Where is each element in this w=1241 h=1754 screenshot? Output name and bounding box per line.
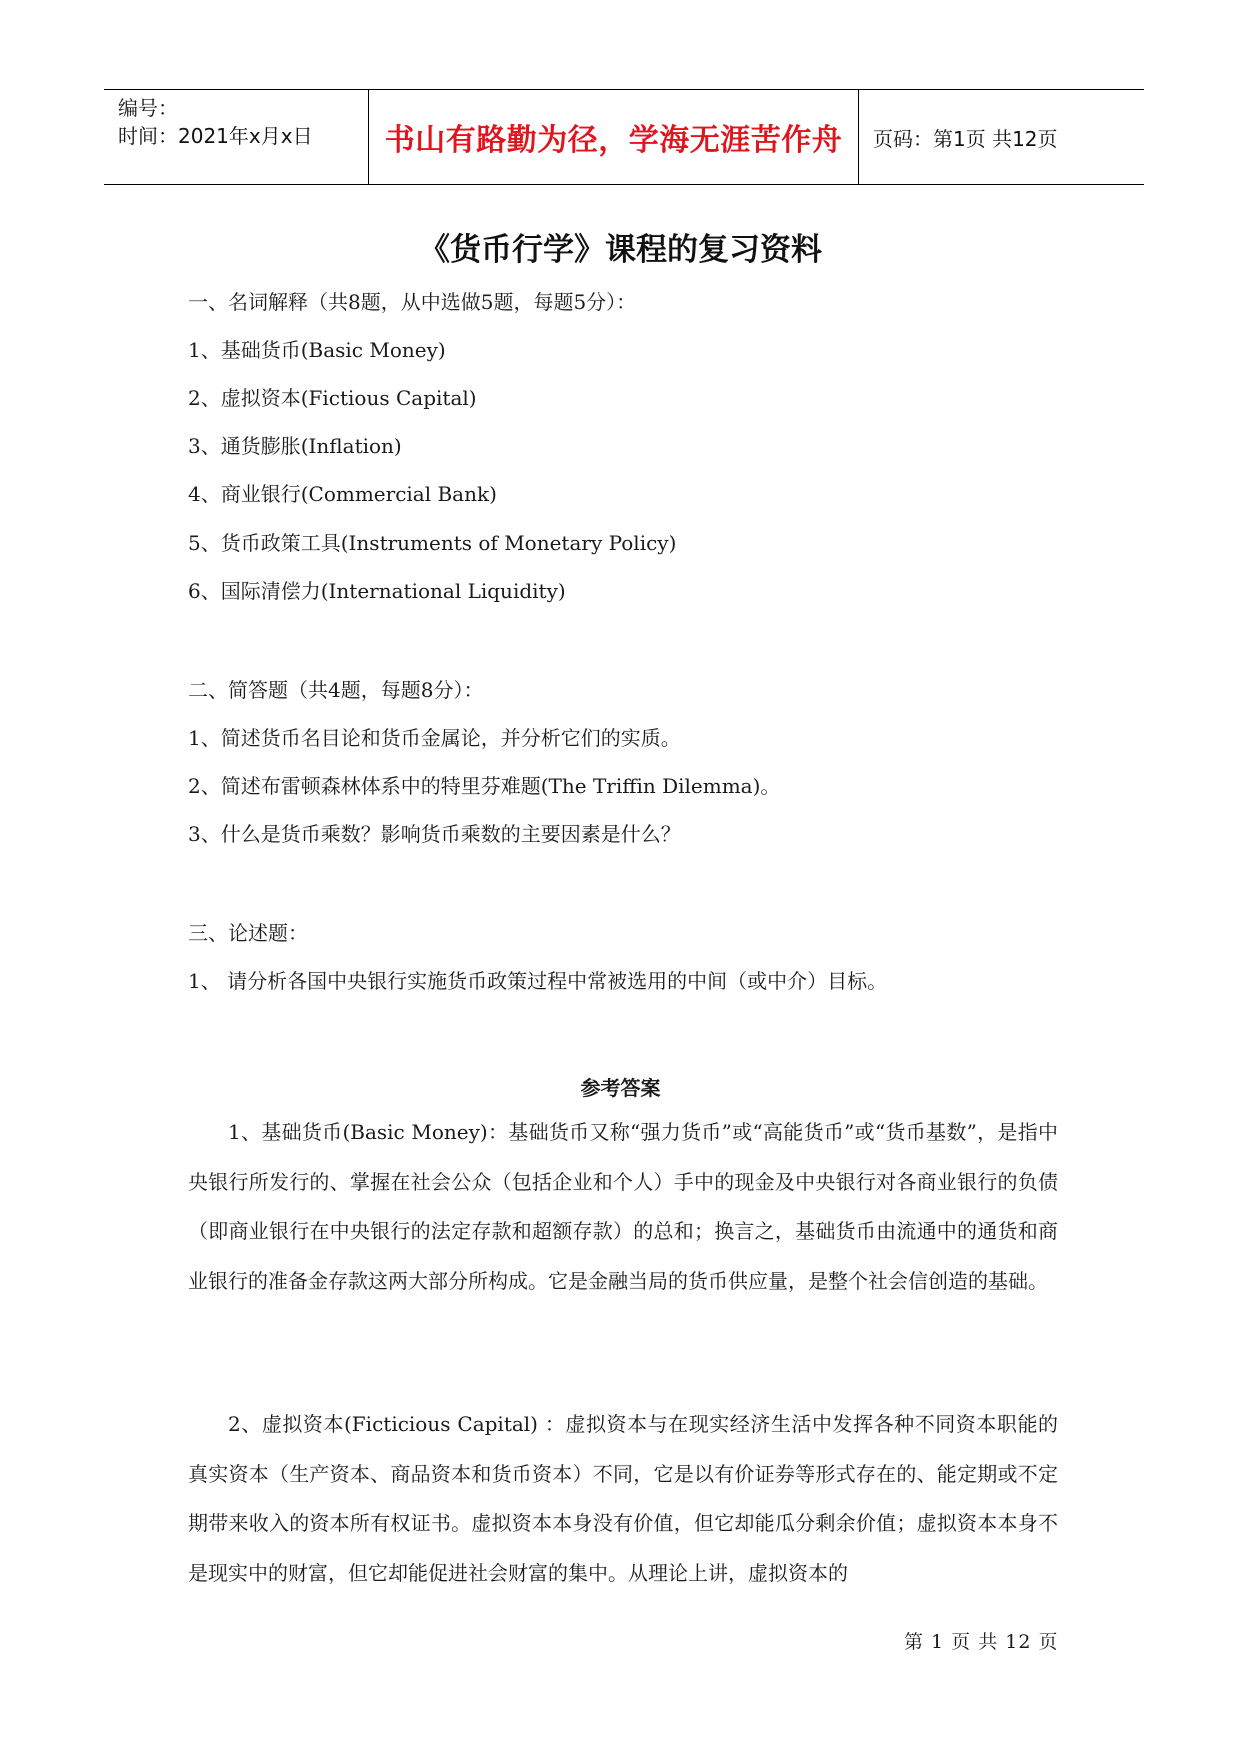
answer-paragraph-2: 2、虚拟资本(Ficticious Capital) ：虚拟资本与在现实经济生活中发挥各种不同资本职能的真实资本（生产资本、商品资本和货币资本）不同，它是以有价证券等形式存在的、能定期或不定期带来收入的资本所有权证书。虚拟资本本身没有价值，但它却能瓜分剩余价值；虚拟资本本身不是现实中的财富，但它却能促进社会财富的集中。从理论上讲，虚拟资本的 xyxy=(188,1412,1058,1585)
answers-heading: 参考答案 xyxy=(580,1076,661,1100)
list-item: 4、商业银行(Commercial Bank) xyxy=(188,482,497,506)
list-item: 3、什么是货币乘数？影响货币乘数的主要因素是什么？ xyxy=(188,822,681,846)
header-left-cell xyxy=(104,90,369,184)
list-item: 1、基础货币(Basic Money) xyxy=(188,338,446,362)
motto: 书山有路勤为径，学海无涯苦作舟 xyxy=(369,90,859,184)
list-item: 5、货币政策工具(Instruments of Monetary Policy) xyxy=(188,531,677,555)
document-title: 《货币行学》课程的复习资料 xyxy=(419,232,822,268)
page-header xyxy=(104,89,1144,185)
list-item: 1、简述货币名目论和货币金属论，并分析它们的实质。 xyxy=(188,726,681,750)
page-label: 页码：第1页 共12页 xyxy=(873,126,1058,151)
section3-heading: 三、论述题： xyxy=(188,921,308,945)
list-item: 2、简述布雷顿森林体系中的特里芬难题(The Triffin Dilemma)。 xyxy=(188,774,781,798)
list-item: 2、虚拟资本(Fictious Capital) xyxy=(188,386,477,410)
answer-paragraph-1: 1、基础货币(Basic Money)：基础货币又称“强力货币”或“高能货币”或“货币基数”，是指中央银行所发行的、掌握在社会公众（包括企业和个人）手中的现金及中央银行对各商业银行的负债（即商业银行在中央银行的法定存款和超额存款）的总和；换言之，基础货币由流通中的通货和商业银行的准备金存款这两大部分所构成。它是金融当局的货币供应量，是整个社会信创造的基础。 xyxy=(188,1120,1058,1293)
section2-heading: 二、简答题（共4题，每题8分）： xyxy=(188,678,484,702)
page-footer: 第 1 页 共 12 页 xyxy=(904,1631,1059,1653)
time-label: 时间：2021年x月x日 xyxy=(118,124,313,148)
list-item: 6、国际清偿力(International Liquidity) xyxy=(188,579,566,603)
section1-heading: 一、名词解释（共8题，从中选做5题，每题5分）： xyxy=(188,290,637,314)
number-label: 编号： xyxy=(118,96,178,120)
list-item: 1、 请分析各国中央银行实施货币政策过程中常被选用的中间（或中介）目标。 xyxy=(188,969,888,993)
list-item: 3、通货膨胀(Inflation) xyxy=(188,434,402,458)
